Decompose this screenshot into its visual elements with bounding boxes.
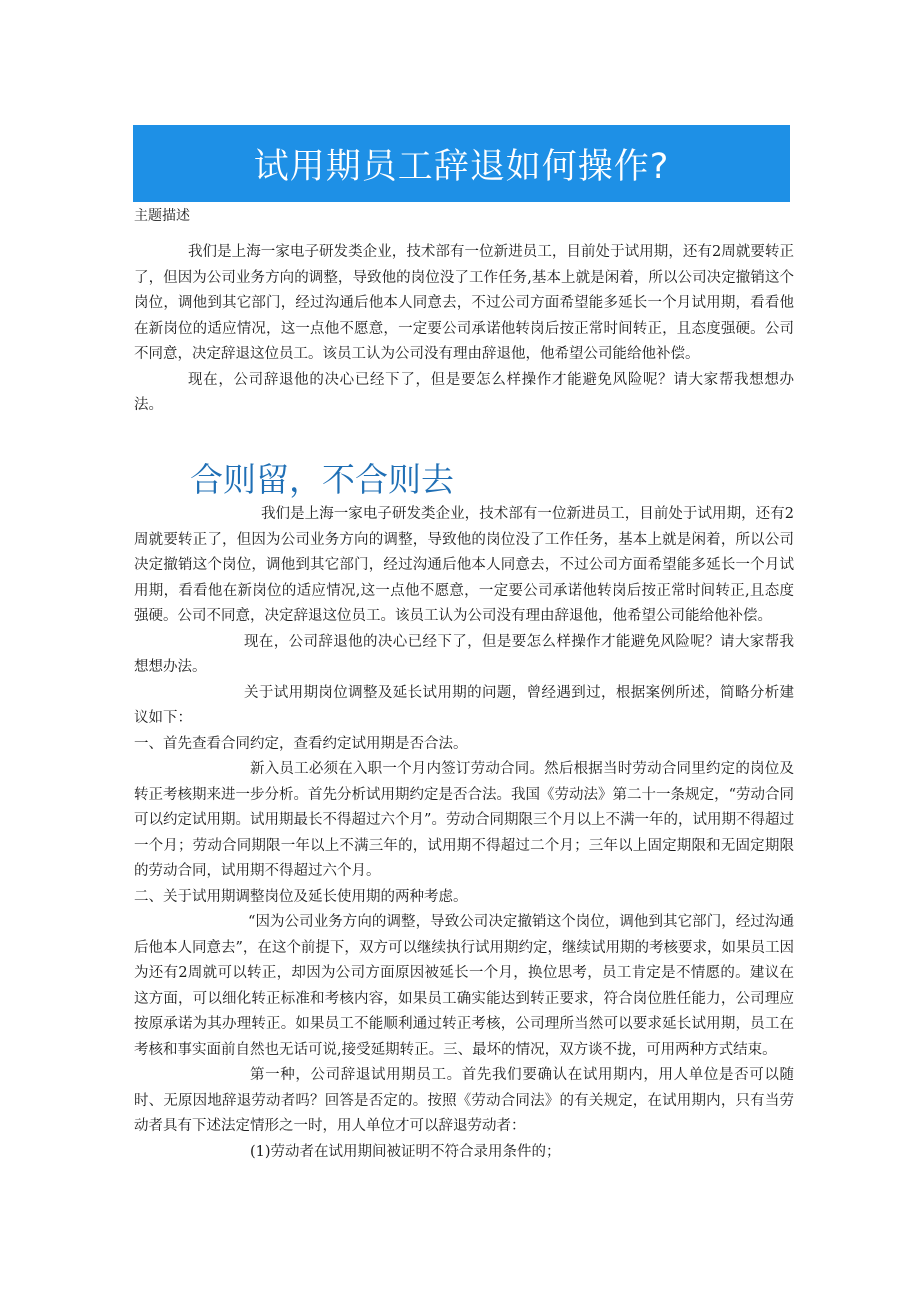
section-body <box>134 502 794 1165</box>
section-paragraph-5: “因为公司业务方向的调整，导致公司决定撤销这个岗位，调他到其它部门，经过沟通后他本人同意去”，在这个前提下，双方可以继续执行试用期约定，继续试用期的考核要求，如果员工因为还有2周就可以转正，却因为公司方面原因被延长一个月，换位思考，员工肯定是不情愿的。建议在这方面，可以细化转正标准和考核内容，如果员工确实能达到转正要求，符合岗位胜任能力，公司理应按原承诺为其办理转正。如果员工不能顺利通过转正考核，公司理所当然可以要求延长试用期，员工在考核和事实面前自然也无话可说,接受延期转正。三、最坏的情况，双方谈不拢，可用两种方式结束。 <box>134 914 794 1058</box>
section-paragraph-1: 我们是上海一家电子研发类企业，技术部有一位新进员工，目前处于试用期，还有2周就要转正了，但因为公司业务方向的调整，导致他的岗位没了工作任务，基本上就是闲着，所以公司决定撤销这个岗位，调他到其它部门，经过沟通后他本人同意去，不过公司方面希望能多延长一个月试用期，看看他在新岗位的适应情况,这一点他不愿意，一定要公司承诺他转岗后按正常时间转正,且态度强硬。公司不同意，决定辞退这位员工。该员工认为公司没有理由辞退他，他希望公司能给他补偿。 <box>134 506 794 624</box>
intro-paragraph-2: 现在，公司辞退他的决心已经下了，但是要怎么样操作才能避免风险呢？请大家帮我想想办法。 <box>134 371 794 413</box>
list-item: (1)劳动者在试用期间被证明不符合录用条件的； <box>250 1143 561 1160</box>
section-paragraph-2: 现在，公司辞退他的决心已经下了，但是要怎么样操作才能避免风险呢？请大家帮我想想办法。 <box>134 633 794 675</box>
section-heading-2: 二、关于试用期调整岗位及延长使用期的两种考虑。 <box>134 888 468 905</box>
intro-block <box>134 240 794 419</box>
section-heading: 合则留，不合则去 <box>190 460 454 499</box>
section-paragraph-4: 新入员工必须在入职一个月内签订劳动合同。然后根据当时劳动合同里约定的岗位及转正考核期来进一步分析。首先分析试用期约定是否合法。我国《劳动法》第二十一条规定，“劳动合同可以约定试用期。试用期最长不得超过六个月”。劳动合同期限三个月以上不满一年的，试用期不得超过一个月；劳动合同期限一年以上不满三年的，试用期不得超过二个月；三年以上固定期限和无固定期限的劳动合同，试用期不得超过六个月。 <box>134 761 794 879</box>
intro-paragraph-1: 我们是上海一家电子研发类企业，技术部有一位新进员工，目前处于试用期，还有2周就要转正了，但因为公司业务方向的调整，导致他的岗位没了工作任务,基本上就是闲着，所以公司决定撤销这个岗位，调他到其它部门，经过沟通后他本人同意去，不过公司方面希望能多延长一个月试用期，看看他在新岗位的适应情况，这一点他不愿意，一定要公司承诺他转岗后按正常时间转正，且态度强硬。公司不同意，决定辞退这位员工。该员工认为公司没有理由辞退他，他希望公司能给他补偿。 <box>134 244 794 362</box>
topic-label: 主题描述 <box>134 208 190 224</box>
page-title: 试用期员工辞退如何操作? <box>253 146 670 187</box>
section-heading-1: 一、首先查看合同约定，查看约定试用期是否合法。 <box>134 735 468 752</box>
title-banner <box>133 125 790 202</box>
section-paragraph-6: 第一种，公司辞退试用期员工。首先我们要确认在试用期内，用人单位是否可以随时、无原因地辞退劳动者吗？回答是否定的。按照《劳动合同法》的有关规定，在试用期内，只有当劳动者具有下述法定情形之一时，用人单位才可以辞退劳动者： <box>134 1067 794 1134</box>
section-paragraph-3: 关于试用期岗位调整及延长试用期的问题，曾经遇到过，根据案例所述，简略分析建议如下： <box>134 684 794 726</box>
